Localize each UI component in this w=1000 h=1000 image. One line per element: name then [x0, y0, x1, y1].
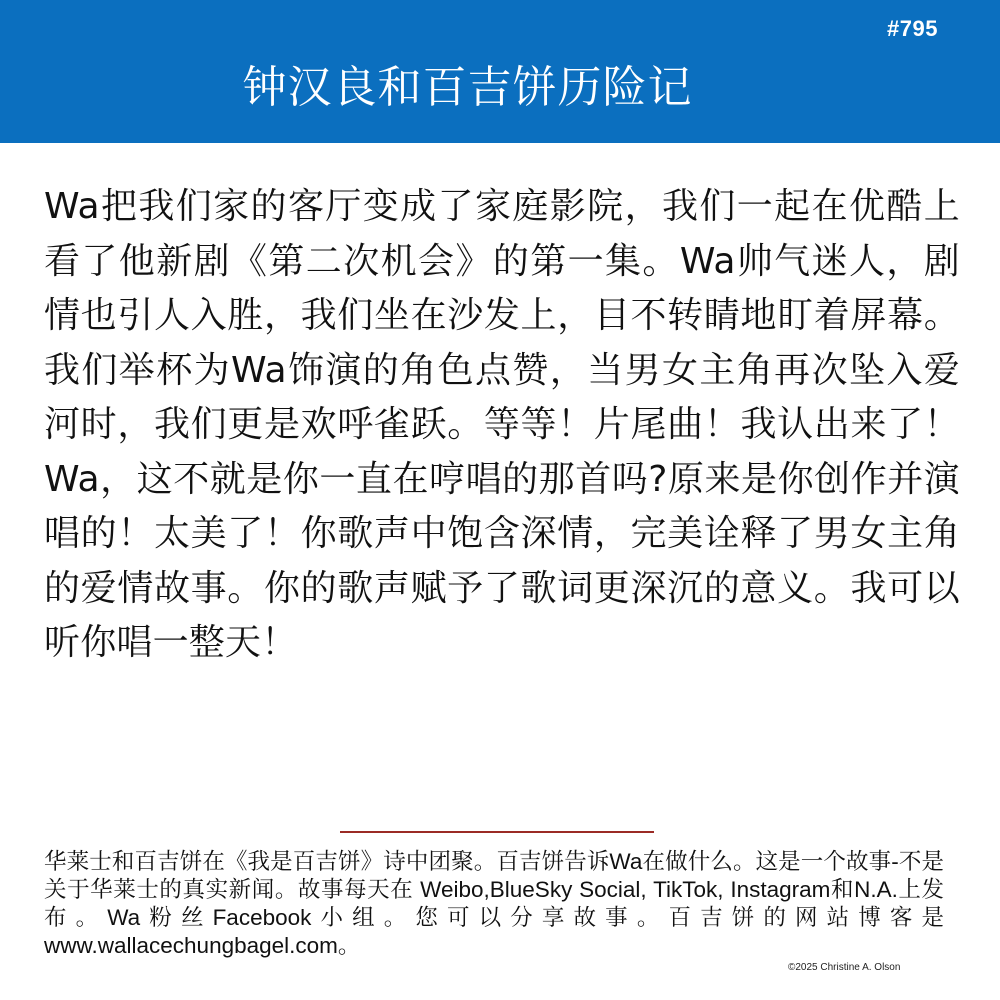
footer-note: 华莱士和百吉饼在《我是百吉饼》诗中团聚。百吉饼告诉Wa在做什么。这是一个故事-不是关于华莱士的真实新闻。故事每天在 Weibo,BlueSky Social, TikTok, Instagram和N.A.上发布。Wa粉丝Facebook小组。您可以分享故事。百吉饼的网站博客是www.wallacechungbagel.com。: [44, 849, 944, 958]
copyright-text: ©2025 Christine A. Olson: [788, 962, 901, 973]
header-banner: [0, 0, 1000, 143]
divider: [340, 831, 654, 833]
page-title: 钟汉良和百吉饼历险记: [242, 62, 693, 113]
episode-number: #795: [887, 16, 938, 41]
story-text: Wa把我们家的客厅变成了家庭影院，我们一起在优酷上看了他新剧《第二次机会》的第一集。Wa帅气迷人，剧情也引人入胜，我们坐在沙发上，目不转睛地盯着屏幕。我们举杯为Wa饰演的角色点赞，当男女主角再次坠入爱河时，我们更是欢呼雀跃。等等！片尾曲！我认出来了！Wa，这不就是你一直在哼唱的那首吗?原来是你创作并演唱的！太美了！你歌声中饱含深情，完美诠释了男女主角的爱情故事。你的歌声赋予了歌词更深沉的意义。我可以听你唱一整天！: [44, 186, 960, 663]
